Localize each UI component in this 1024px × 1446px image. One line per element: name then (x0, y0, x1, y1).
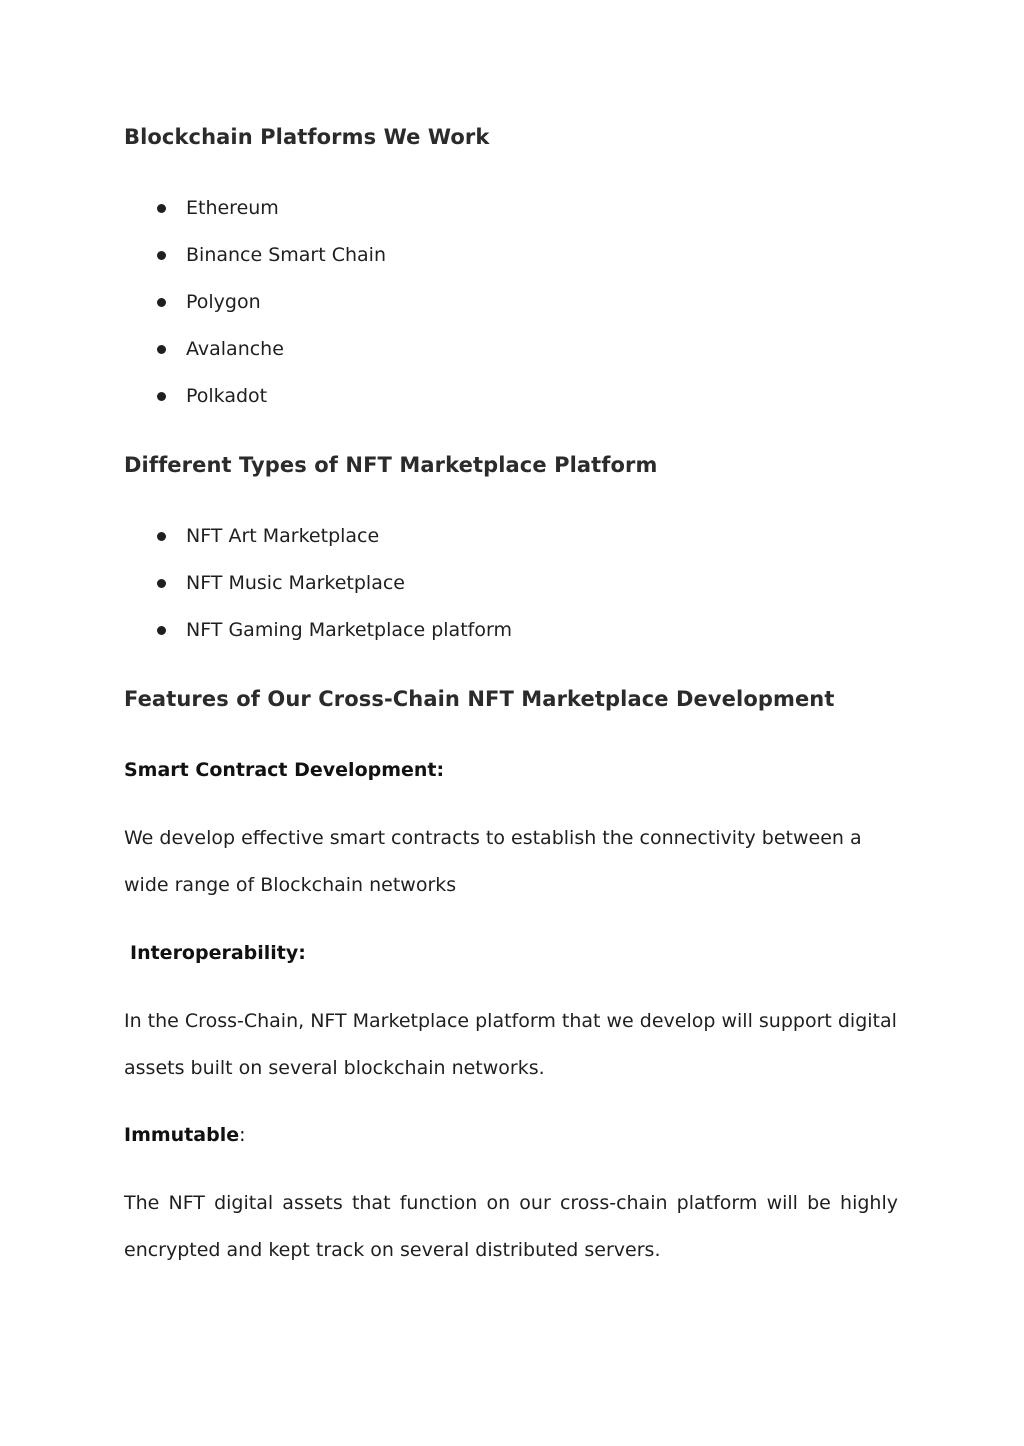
paragraph-smart-contract: We develop effective smart contracts to establish the connectivity between a wide range of Blockchain networks (124, 827, 862, 896)
list-item (124, 615, 512, 662)
list-item (124, 568, 512, 615)
list-item-label: Avalanche (186, 338, 284, 360)
list-item-label: Ethereum (186, 197, 279, 219)
bullet-icon (157, 626, 166, 635)
bullet-icon (157, 579, 166, 588)
list-item-label: NFT Art Marketplace (186, 525, 380, 547)
list-item (124, 287, 386, 334)
document-page (124, 0, 900, 1446)
list-item (124, 193, 386, 240)
heading-nft-marketplace-types: Different Types of NFT Marketplace Platform (124, 453, 658, 477)
bullet-icon (157, 204, 166, 213)
subheading-interoperability: Interoperability: (130, 942, 306, 964)
heading-blockchain-platforms: Blockchain Platforms We Work (124, 125, 490, 149)
bullet-icon (157, 298, 166, 307)
list-item (124, 521, 512, 568)
bullet-icon (157, 345, 166, 354)
list-item-label: Polygon (186, 291, 261, 313)
subheading-immutable-label: Immutable (124, 1124, 240, 1146)
list-item-label: NFT Music Marketplace (186, 572, 405, 594)
heading-features: Features of Our Cross-Chain NFT Marketplace Development (124, 687, 835, 711)
bullet-icon (157, 392, 166, 401)
bullet-icon (157, 532, 166, 541)
list-item-label: Polkadot (186, 385, 268, 407)
bullet-icon (157, 251, 166, 260)
subheading-smart-contract: Smart Contract Development: (124, 759, 445, 781)
list-item (124, 240, 386, 287)
list-item-label: NFT Gaming Marketplace platform (186, 619, 512, 641)
platforms-list (124, 193, 386, 428)
subheading-immutable (124, 1120, 246, 1150)
list-item (124, 381, 386, 428)
list-item-label: Binance Smart Chain (186, 244, 387, 266)
marketplace-types-list (124, 521, 512, 662)
list-item (124, 334, 386, 381)
paragraph-immutable: The NFT digital assets that function on our cross-chain platform will be highly encrypted and kept track on several distributed servers. (124, 1192, 898, 1261)
subheading-immutable-colon: : (239, 1124, 246, 1146)
paragraph-interoperability: In the Cross-Chain, NFT Marketplace platform that we develop will support digital assets built on several blockchain networks. (124, 1010, 897, 1079)
